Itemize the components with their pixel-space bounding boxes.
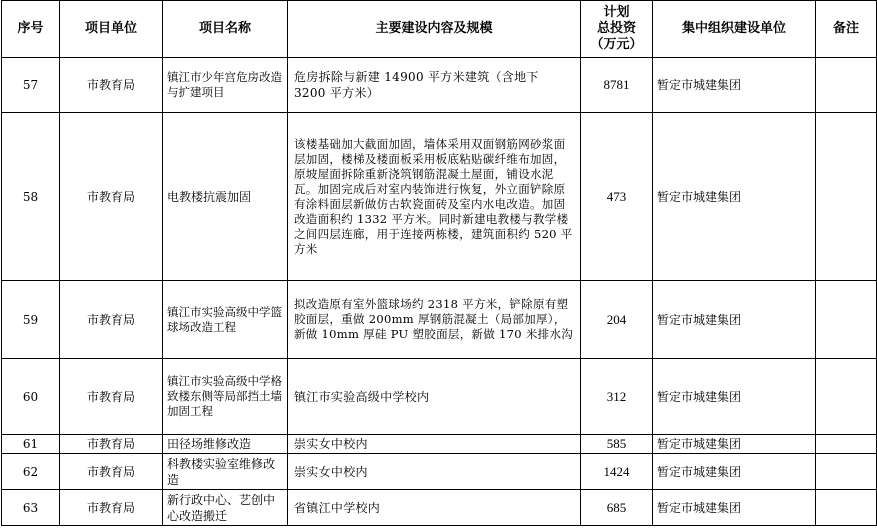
cell-unit: 市教育局: [60, 359, 163, 435]
cell-name: 镇江市少年宫危房改造与扩建项目: [163, 58, 288, 113]
cell-unit: 市教育局: [60, 435, 163, 454]
cell-invest: 312: [581, 359, 653, 435]
cell-remark: [816, 359, 877, 435]
cell-remark: [816, 58, 877, 113]
cell-seq: 58: [2, 113, 60, 281]
cell-seq: 59: [2, 281, 60, 359]
cell-invest: 204: [581, 281, 653, 359]
table-row: [2, 58, 877, 113]
cell-seq: 63: [2, 490, 60, 526]
cell-content: 镇江市实验高级中学校内: [288, 359, 581, 435]
table-row: [2, 490, 877, 526]
cell-seq: 61: [2, 435, 60, 454]
cell-invest: 585: [581, 435, 653, 454]
table-row: [2, 281, 877, 359]
header-invest-line2: 总投资: [596, 21, 636, 36]
cell-remark: [816, 435, 877, 454]
cell-seq: 60: [2, 359, 60, 435]
cell-invest: 685: [581, 490, 653, 526]
cell-content: 崇实女中校内: [288, 435, 581, 454]
cell-seq: 62: [2, 454, 60, 490]
cell-content: 崇实女中校内: [288, 454, 581, 490]
cell-unit: 市教育局: [60, 490, 163, 526]
header-row: [2, 1, 877, 58]
cell-org: 暂定市城建集团: [653, 58, 816, 113]
cell-invest: 1424: [581, 454, 653, 490]
cell-unit: 市教育局: [60, 281, 163, 359]
header-content: 主要建设内容及规模: [288, 1, 581, 58]
cell-org: 暂定市城建集团: [653, 435, 816, 454]
table-row: [2, 359, 877, 435]
project-table: [1, 0, 877, 526]
cell-unit: 市教育局: [60, 113, 163, 281]
cell-org: 暂定市城建集团: [653, 490, 816, 526]
cell-remark: [816, 454, 877, 490]
header-invest-line3: （万元）: [590, 37, 643, 52]
cell-invest: 8781: [581, 58, 653, 113]
cell-content: 该楼基础加大截面加固，墙体采用双面钢筋网砂浆面层加固，楼梯及楼面板采用板底粘贴碳纤维布加固，原坡屋面拆除重新浇筑钢筋混凝土屋面，铺设水泥瓦。加固完成后对室内装饰进行恢复，外立面铲除原有涂料面层新做仿古软瓷面砖及室内水电改造。加固改造面积约 1332 平方米。同时新建电教楼与教学楼之间四层连廊，用于连接两栋楼，建筑面积约 520 平方米: [288, 113, 581, 281]
header-invest: [581, 1, 653, 58]
cell-name: 镇江市实验高级中学篮球场改造工程: [163, 281, 288, 359]
cell-name: 科教楼实验室维修改造: [163, 454, 288, 490]
cell-org: 暂定市城建集团: [653, 281, 816, 359]
table-row: [2, 454, 877, 490]
cell-content: 危房拆除与新建 14900 平方米建筑（含地下 3200 平方米）: [288, 58, 581, 113]
cell-remark: [816, 490, 877, 526]
cell-name: 镇江市实验高级中学格致楼东侧等局部挡土墙加固工程: [163, 359, 288, 435]
table-row: [2, 113, 877, 281]
cell-invest: 473: [581, 113, 653, 281]
header-invest-line1: 计划: [603, 5, 630, 20]
cell-org: 暂定市城建集团: [653, 113, 816, 281]
cell-seq: 57: [2, 58, 60, 113]
cell-org: 暂定市城建集团: [653, 359, 816, 435]
cell-name: 新行政中心、艺创中心改造搬迁: [163, 490, 288, 526]
cell-unit: 市教育局: [60, 58, 163, 113]
cell-name: 电教楼抗震加固: [163, 113, 288, 281]
cell-remark: [816, 113, 877, 281]
cell-name: 田径场维修改造: [163, 435, 288, 454]
table-row: [2, 435, 877, 454]
cell-remark: [816, 281, 877, 359]
cell-content: 拟改造原有室外篮球场约 2318 平方米，铲除原有塑胶面层，重做 200mm 厚钢筋混凝土（局部加厚），新做 10mm 厚硅 PU 塑胶面层，新做 170 米排水沟: [288, 281, 581, 359]
header-org: 集中组织建设单位: [653, 1, 816, 58]
cell-org: 暂定市城建集团: [653, 454, 816, 490]
cell-unit: 市教育局: [60, 454, 163, 490]
header-seq: 序号: [2, 1, 60, 58]
header-name: 项目名称: [163, 1, 288, 58]
header-unit: 项目单位: [60, 1, 163, 58]
header-remark: 备注: [816, 1, 877, 58]
cell-content: 省镇江中学校内: [288, 490, 581, 526]
